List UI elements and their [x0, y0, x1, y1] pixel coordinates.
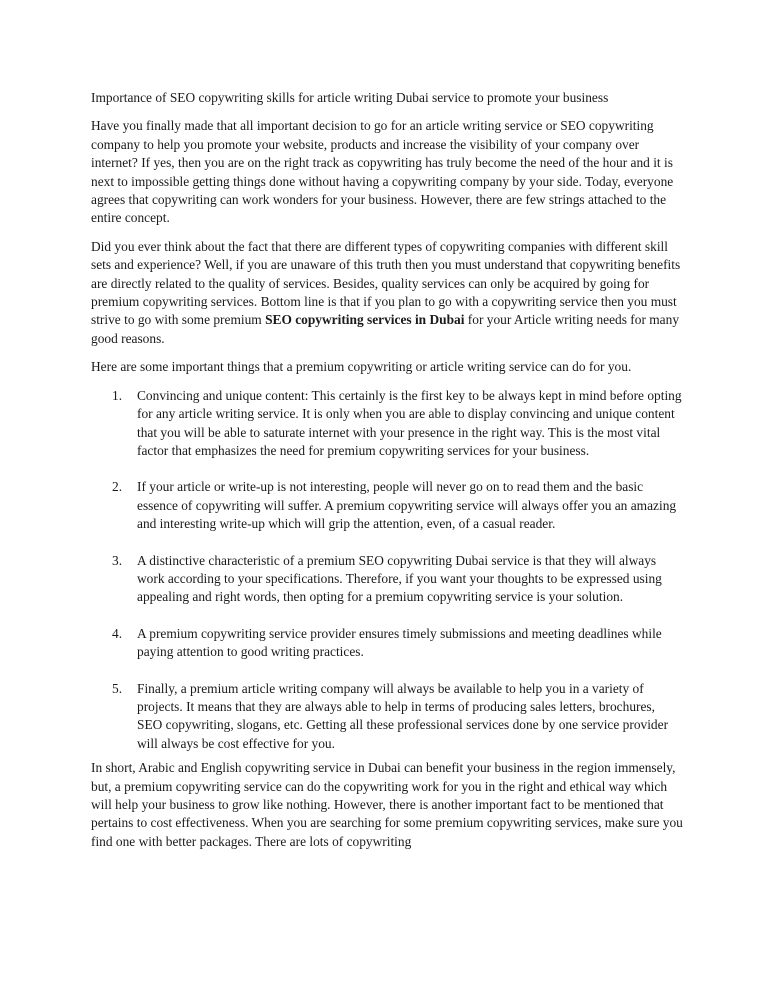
paragraph-intro: Have you finally made that all important decision to go for an article writing service or SEO copywriting company to help you promote your website, products and increase the visibility of your company over internet? If yes, then you are on the right track as copywriting has truly become the need of the hour and it is next to impossible getting things done without having a copywriting company by your side. Today, everyone agrees that copywriting can work wonders for your business. However, there are few strings attached to the entire concept.: [91, 118, 674, 226]
list-item: [91, 478, 683, 533]
benefits-list: [91, 387, 683, 754]
list-item: [91, 625, 683, 662]
bold-keyword: SEO copywriting services in Dubai: [265, 312, 465, 328]
list-item: [91, 387, 683, 461]
list-number: 5.: [112, 680, 123, 696]
list-text: A premium copywriting service provider ensures timely submissions and meeting deadlines while paying attention to good writing practices.: [137, 625, 662, 660]
paragraph-summary: In short, Arabic and English copywriting service in Dubai can benefit your business in the region immensely, but, a premium copywriting service can do the copywriting work for you in the right and ethical way which will help your business to grow like nothing. However, there is another important fact to be mentioned that pertains to cost effectiveness. When you are searching for some premium copywriting services, make sure you find one with better packages. There are lots of copywriting: [91, 760, 683, 849]
document-page: [91, 89, 683, 861]
list-text: Convincing and unique content: This certainly is the first key to be always kept in mind before opting for any article writing service. It is only when you are able to display convincing and unique content that you will be able to saturate internet with your presence in the right way. This is the most vital factor that emphasizes the need for premium copywriting services for your business.: [137, 387, 682, 458]
list-item: [91, 552, 683, 607]
paragraph-types-text: Did you ever think about the fact that there are different types of copywriting companies with different skill sets and experience? Well, if you are unaware of this truth then you must understand that copywriting benefits are directly related to the quality of services. Besides, quality services can only be acquired by going for premium copywriting services. Bottom line is that if you plan to go with a copywriting service then you must strive to go with some premium: [91, 238, 681, 328]
list-number: 4.: [112, 625, 123, 641]
document-title: Importance of SEO copywriting skills for article writing Dubai service to promote your business: [91, 90, 609, 105]
list-number: 2.: [112, 479, 123, 495]
paragraph-types-tail: for your Article writing needs for many good reasons.: [91, 312, 680, 346]
list-text: If your article or write-up is not interesting, people will never go on to read them and the basic essence of copywriting will suffer. A premium copywriting service will always offer you an amazing and interesting write-up which will grip the attention, even, of a casual reader.: [137, 479, 677, 532]
paragraph-types: [91, 238, 683, 348]
list-text: A distinctive characteristic of a premium SEO copywriting Dubai service is that they will always work according to your specifications. Therefore, if you want your thoughts to be expressed using appealing and right words, then opting for a premium copywriting service is your solution.: [137, 552, 662, 605]
list-number: 1.: [112, 387, 123, 403]
list-item: [91, 680, 683, 754]
list-text: Finally, a premium article writing company will always be available to help you in a variety of projects. It means that they are always able to help in terms of producing sales letters, brochures, SEO copywriting, slogans, etc. Getting all these professional services done by one service provider will always be cost effective for you.: [137, 680, 669, 751]
list-number: 3.: [112, 552, 123, 568]
paragraph-list-intro: Here are some important things that a premium copywriting or article writing service can do for you.: [91, 359, 632, 375]
